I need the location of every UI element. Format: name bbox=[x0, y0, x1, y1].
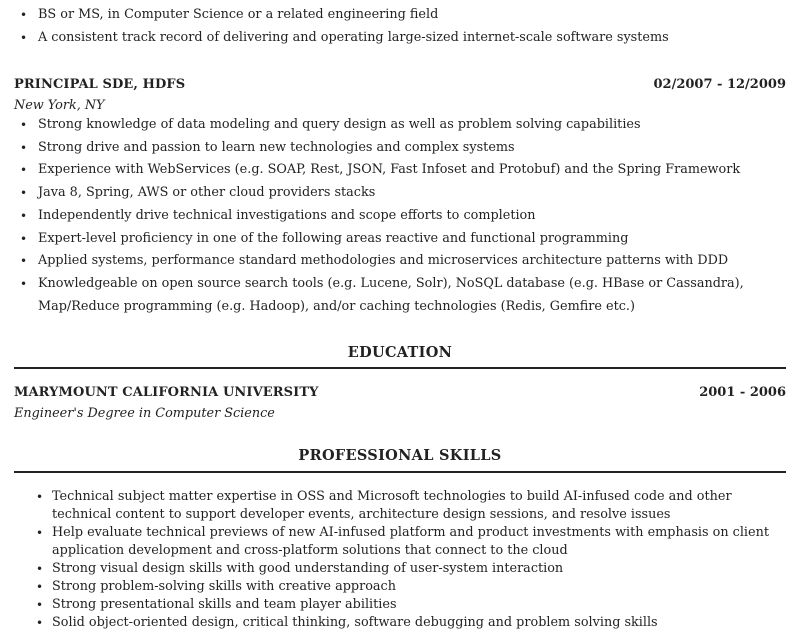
skills-divider bbox=[14, 471, 786, 473]
list-item: • Help evaluate technical previews of new AI-infused platform and product investments with emphasis on client application development and cross-platform solutions that connect to the cloud bbox=[0, 524, 800, 560]
skills-section bbox=[0, 488, 800, 632]
degree: Engineer's Degree in Computer Science bbox=[14, 406, 275, 421]
education-years: 2001 - 2006 bbox=[699, 385, 786, 400]
requirements-list bbox=[0, 4, 800, 49]
list-item: • Technical subject matter expertise in OSS and Microsoft technologies to build AI-infused code and other technical content to support developer events, architecture design sessions, and resolve issues bbox=[0, 488, 800, 524]
list-item: • Java 8, Spring, AWS or other cloud providers stacks bbox=[0, 182, 800, 205]
list-item: • BS or MS, in Computer Science or a related engineering field bbox=[0, 4, 800, 27]
list-item: • Strong knowledge of data modeling and query design as well as problem solving capabilities bbox=[0, 114, 800, 137]
list-item: • Expert-level proficiency in one of the following areas reactive and functional programming bbox=[0, 228, 800, 251]
job-location: New York, NY bbox=[14, 98, 105, 113]
list-item: • Solid object-oriented design, critical thinking, software debugging and problem solving skills bbox=[0, 614, 800, 632]
skills-heading: PROFESSIONAL SKILLS bbox=[298, 447, 502, 464]
school-name: MARYMOUNT CALIFORNIA UNIVERSITY bbox=[14, 385, 319, 400]
education-header bbox=[0, 385, 800, 405]
list-item: • Strong visual design skills with good understanding of user-system interaction bbox=[0, 560, 800, 578]
job-dates: 02/2007 - 12/2009 bbox=[653, 77, 786, 92]
list-item: • Strong presentational skills and team player abilities bbox=[0, 596, 800, 614]
education-entry bbox=[0, 385, 800, 422]
job-bullets bbox=[0, 114, 800, 318]
list-item: • Knowledgeable on open source search tools (e.g. Lucene, Solr), NoSQL database (e.g. HBase or Cassandra), Map/Reduce programming (e.g. Hadoop), and/or caching technologies (Redis, Gemfire etc.) bbox=[0, 273, 800, 318]
education-heading: EDUCATION bbox=[347, 344, 453, 361]
job-header bbox=[0, 77, 800, 97]
list-item: • Strong drive and passion to learn new technologies and complex systems bbox=[0, 137, 800, 160]
list-item: • A consistent track record of delivering and operating large-sized internet-scale software systems bbox=[0, 27, 800, 50]
list-item: • Applied systems, performance standard methodologies and microservices architecture patterns with DDD bbox=[0, 250, 800, 273]
list-item: • Strong problem-solving skills with creative approach bbox=[0, 578, 800, 596]
job-entry bbox=[0, 77, 800, 318]
list-item: • Independently drive technical investigations and scope efforts to completion bbox=[0, 205, 800, 228]
list-item: • Experience with WebServices (e.g. SOAP, Rest, JSON, Fast Infoset and Protobuf) and the Spring Framework bbox=[0, 159, 800, 182]
job-title: PRINCIPAL SDE, HDFS bbox=[14, 77, 186, 92]
education-divider bbox=[14, 367, 786, 369]
